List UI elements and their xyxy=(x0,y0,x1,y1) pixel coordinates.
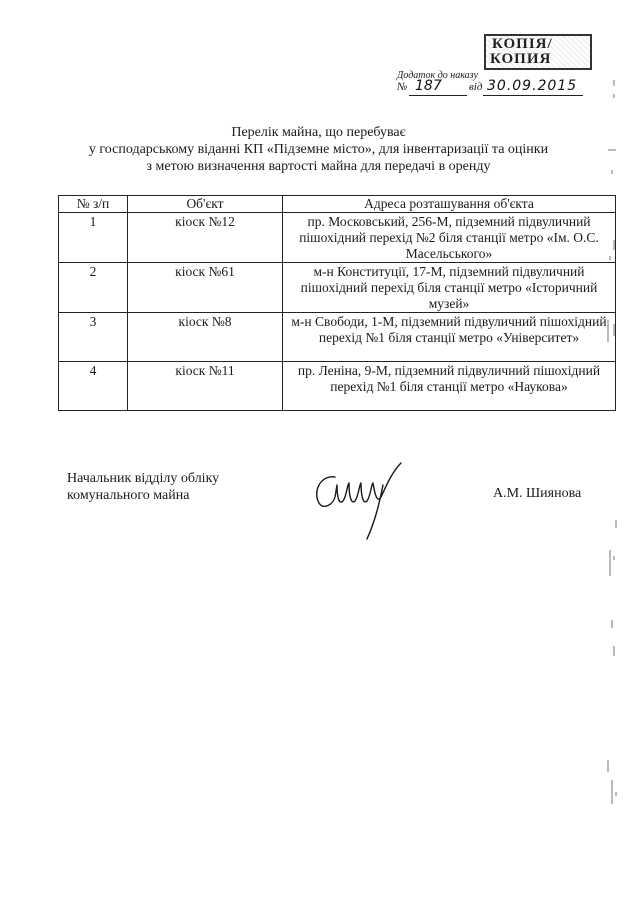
signatory-position xyxy=(67,470,219,504)
cell-number: 1 xyxy=(59,213,128,263)
order-date-prefix: від xyxy=(469,81,483,93)
cell-object: кіоск №11 xyxy=(128,362,283,411)
date-underline xyxy=(483,95,583,96)
stamp-line-1: КОПІЯ/ xyxy=(492,36,553,52)
order-number: 187 xyxy=(415,78,442,94)
header-object: Об'єкт xyxy=(128,196,283,213)
table-row xyxy=(59,362,616,411)
table-row xyxy=(59,213,616,263)
title-line-3: з метою визначення вартості майна для передачі в оренду xyxy=(146,159,491,174)
header-address: Адреса розташування об'єкта xyxy=(283,196,616,213)
signatory-name: А.М. Шиянова xyxy=(493,486,582,501)
order-reference xyxy=(397,78,597,97)
table-header-row xyxy=(59,196,616,213)
handwritten-signature xyxy=(305,455,415,545)
document-title xyxy=(0,124,637,175)
scan-edge-marks xyxy=(600,80,630,840)
property-table xyxy=(58,195,616,411)
position-line-2: комунального майна xyxy=(67,488,190,503)
cell-address: м-н Свободи, 1-М, підземний підвуличний пішохідний перехід №1 біля станції метро «Університет» xyxy=(283,313,616,362)
copy-stamp xyxy=(484,34,592,70)
stamp-line-2: КОПИЯ xyxy=(490,51,552,67)
title-line-1: Перелік майна, що перебуває xyxy=(231,125,406,140)
order-number-prefix: № xyxy=(397,81,408,93)
cell-object: кіоск №8 xyxy=(128,313,283,362)
position-line-1: Начальник відділу обліку xyxy=(67,471,220,486)
table-row xyxy=(59,263,616,313)
cell-address: м-н Конституції, 17-М, підземний підвуличний пішохідний перехід біля станції метро «Історичний музей» xyxy=(283,263,616,313)
table-row xyxy=(59,313,616,362)
number-underline xyxy=(409,95,467,96)
cell-number: 3 xyxy=(59,313,128,362)
cell-object: кіоск №12 xyxy=(128,213,283,263)
title-line-2: у господарському віданні КП «Підземне місто», для інвентаризації та оцінки xyxy=(88,142,549,157)
header-number: № з/п xyxy=(59,196,128,213)
cell-object: кіоск №61 xyxy=(128,263,283,313)
order-caption: Додаток до наказу xyxy=(397,70,478,81)
order-date: 30.09.2015 xyxy=(487,78,578,94)
cell-address: пр. Московський, 256-М, підземний підвуличний пішохідний перехід №2 біля станції метро «Ім. О.С. Масельського» xyxy=(283,213,616,263)
cell-address: пр. Леніна, 9-М, підземний підвуличний пішохідний перехід №1 біля станції метро «Наукова» xyxy=(283,362,616,411)
cell-number: 2 xyxy=(59,263,128,313)
cell-number: 4 xyxy=(59,362,128,411)
